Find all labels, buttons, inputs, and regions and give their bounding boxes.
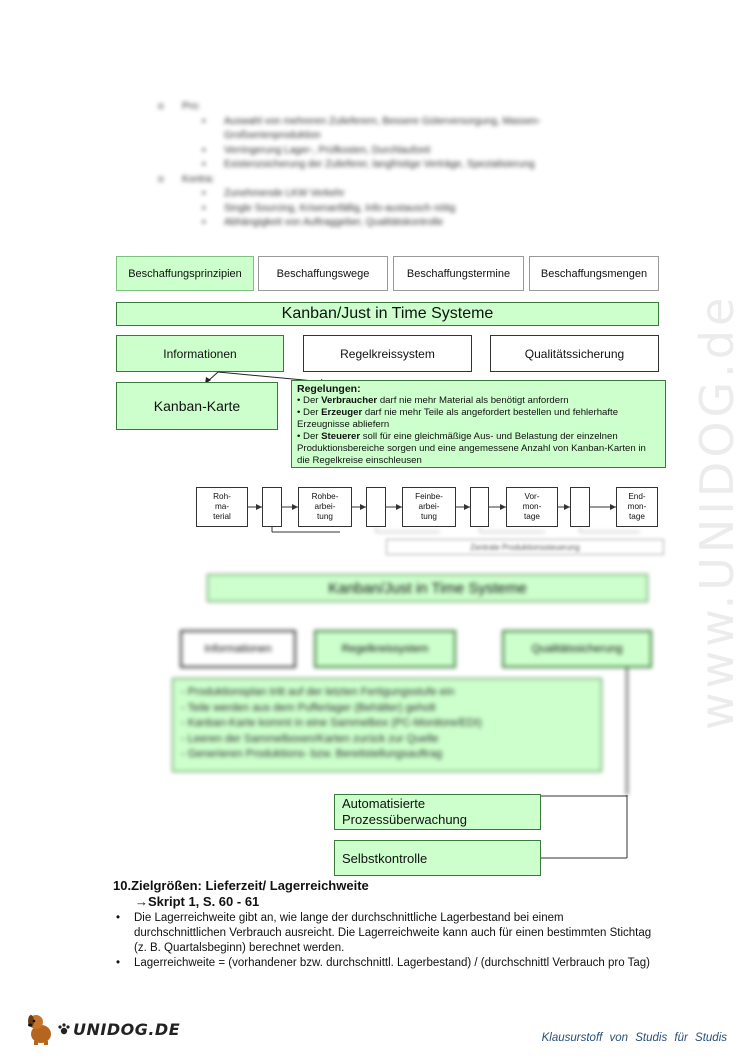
- list-item: - Kanban-Karte kommt in eine Sammelbox (PC-Monitore/EDI): [181, 717, 482, 729]
- informationen-box-2: Informationen: [180, 630, 296, 668]
- kanban-title-box: Kanban/Just in Time Systeme: [116, 302, 659, 326]
- list-item-text: Abhängigkeit von Auftraggeber, Qualitätskontrolle: [224, 217, 444, 228]
- bullet-item: [112, 911, 658, 956]
- arrow-icon: →: [135, 894, 148, 909]
- regelungen-heading: Regelungen:: [297, 383, 361, 395]
- regelkreissystem-box: Regelkreissystem: [303, 335, 472, 372]
- script-reference: [113, 894, 658, 910]
- rule-role: Steuerer: [321, 431, 361, 442]
- bullet-text: Lagerreichweite = (vorhandener bzw. durchschnittl. Lagerbestand) / (durchschnittl Verbrauch pro Tag): [134, 957, 650, 969]
- list-item-text: Single Sourcing, Krisenanfällig, Info-austausch nötig: [224, 202, 456, 214]
- bullet-icon: ▪: [202, 217, 206, 228]
- step-rohmaterial: Roh- ma- terial: [196, 487, 248, 527]
- step-feinbearbeitung: Feinbe- arbei- tung: [402, 487, 456, 527]
- rule-text: darf nie mehr Material als benötigt anfordern: [377, 395, 569, 406]
- section-heading: [113, 877, 658, 894]
- footer-tagline: Klausurstoff von Studis für Studis: [541, 1032, 727, 1044]
- section-number: 10.: [113, 878, 132, 893]
- brand-text: UNIDOG.DE: [73, 1019, 181, 1039]
- unidog-logo: [25, 1012, 180, 1046]
- script-reference-text: Skript 1, S. 60 - 61: [148, 894, 260, 909]
- qualitaetssicherung-box-2: Qualitätssicherung: [502, 630, 652, 668]
- rule-text: • Der: [297, 431, 322, 442]
- central-production-control-bar: Zentrale Produktionssteuerung: [386, 539, 664, 555]
- list-item: - Produktionsplan tritt auf der letzten Fertigungsstufe ein: [181, 686, 455, 698]
- dog-icon: [25, 1012, 55, 1046]
- informationen-box: Informationen: [116, 335, 284, 372]
- rule-role: Erzeuger: [321, 407, 363, 418]
- step-endmontage: End- mon- tage: [616, 487, 658, 527]
- rule-role: Verbraucher: [321, 395, 378, 406]
- kanban-title-box-2: Kanban/Just in Time Systeme: [207, 574, 648, 602]
- rule-text: darf nie mehr Teile als angefordert bestellen und fehlerhafte Erzeugnisse abliefern: [297, 407, 619, 430]
- regelkreissystem-box-2: Regelkreissystem: [314, 630, 456, 668]
- step-vormontage: Vor- mon- tage: [506, 487, 558, 527]
- list-item-text: Zunehmende LKW Verkehr: [224, 188, 345, 199]
- bullet-icon: ▪: [202, 202, 206, 214]
- automatisierte-prozessueberwachung-box: Automatisierte Prozessüberwachung: [334, 794, 541, 830]
- bullet-icon: ▪: [202, 159, 206, 170]
- rule-text: • Der: [297, 395, 322, 406]
- rule-text: soll für eine gleichmäßige Aus- und Belastung der einzelnen Produktionsbereiche sorgen und eine angemessene Anzahl von Kanban-Karten in die Regelkreise einschleusen: [297, 431, 646, 466]
- list-item: - Leeren der Sammelboxen/Karten zurück zur Quelle: [181, 732, 439, 745]
- bullet-icon: o: [158, 173, 164, 185]
- list-item: - Generieren Produktions- bzw. Bereitstellungsauftrag: [181, 748, 443, 760]
- bullet-icon: ▪: [202, 188, 206, 199]
- list-item-text: Verringerung Lager-, Prüfkosten, Durchlaufzeit: [224, 144, 431, 156]
- tab-beschaffungswege: Beschaffungswege: [258, 256, 388, 291]
- rule-text: • Der: [297, 407, 322, 418]
- kanban-karte-box: Kanban-Karte: [116, 382, 278, 430]
- bullet-icon: ▪: [202, 115, 206, 127]
- bullet-text: Die Lagerreichweite gibt an, wie lange der durchschnittliche Lagerbestand bei einem durchschnittlichen Verbrauch ausreicht. Die Lagerreichweite kann auch für einen bestimmten Stichtag (z. B. Quartalsbeginn) berechnet werden.: [134, 912, 652, 954]
- bullet-icon: ▪: [202, 144, 206, 156]
- section-title: Zielgrößen: Lieferzeit/ Lagerreichweite: [131, 878, 369, 893]
- qualitaetssicherung-box: Qualitätssicherung: [490, 335, 659, 372]
- list-item: - Teile werden aus dem Pufferlager (Behälter) geholt: [181, 701, 436, 714]
- watermark: www.UNIDOG.de: [690, 293, 744, 730]
- bullet-icon: •: [115, 912, 121, 924]
- tab-beschaffungstermine: Beschaffungstermine: [393, 256, 524, 291]
- bullet-icon: •: [115, 957, 121, 969]
- selbstkontrolle-box: Selbstkontrolle: [334, 840, 541, 876]
- tab-beschaffungsprinzipien: Beschaffungsprinzipien: [116, 256, 254, 291]
- list-item-text: Pro:: [182, 101, 201, 112]
- tab-beschaffungsmengen: Beschaffungsmengen: [529, 256, 659, 291]
- step-rohbearbeitung: Rohbe- arbei- tung: [298, 487, 352, 527]
- bullet-item: [112, 956, 658, 971]
- bullet-icon: o: [158, 101, 164, 112]
- list-item-text: Kontra:: [182, 173, 215, 185]
- list-item-text: Auswahl von mehreren Zulieferern, Bessere Güterversorgung, Massen- Großserienproduktion: [224, 115, 541, 141]
- list-item-text: Existenzsicherung der Zulieferer, langfristige Verträge, Spezialisierung: [224, 159, 535, 170]
- paw-icon: [57, 1022, 71, 1036]
- section-zielgroessen: [113, 877, 658, 971]
